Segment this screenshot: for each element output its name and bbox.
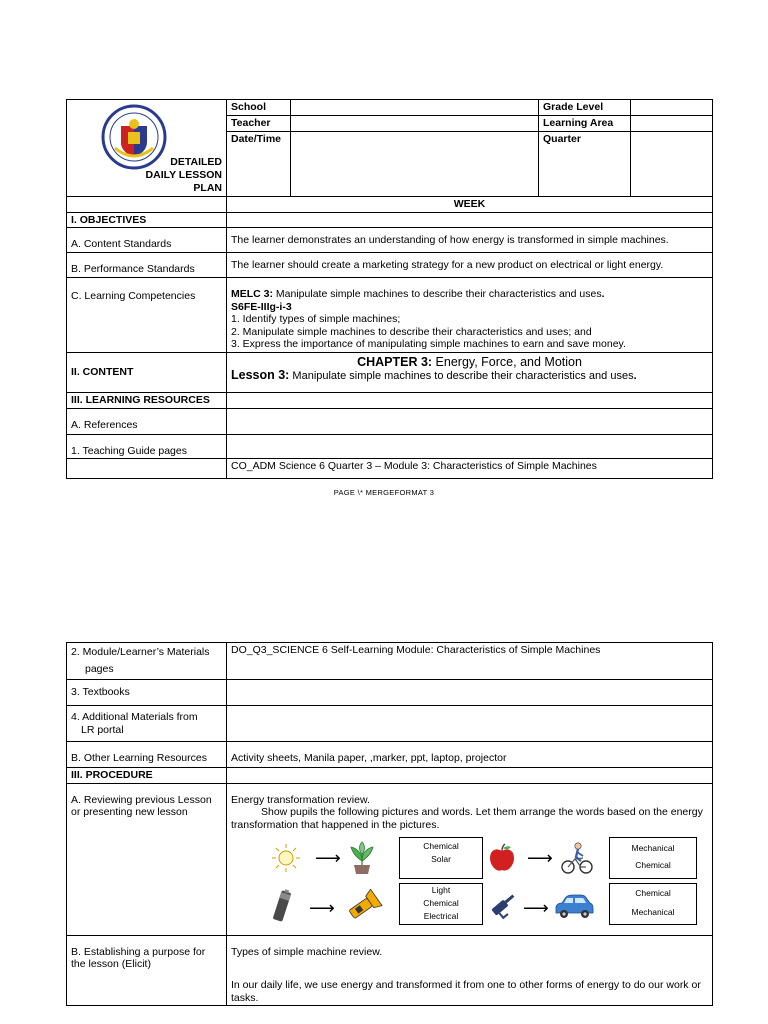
content-cell — [227, 353, 713, 393]
car-icon — [553, 893, 595, 921]
content-label: II. CONTENT — [67, 353, 227, 393]
list-item: 3. Express the importance of manipulating simple machines to earn and save money. — [231, 338, 626, 350]
purpose-label: B. Establishing a purpose for the lesson (Elicit) — [67, 935, 227, 1006]
logo-title-cell — [67, 100, 227, 197]
additional-materials-cell — [67, 706, 227, 742]
chapter-text: Energy, Force, and Motion — [432, 355, 582, 369]
procedure-heading: III. PROCEDURE — [67, 768, 227, 784]
arrow-icon: ⟶ — [315, 848, 341, 868]
learning-area-value — [631, 115, 713, 131]
module-label-1: 2. Module/Learner’s Materials — [71, 646, 210, 658]
lesson-text: Manipulate simple machines to describe their characteristics and uses — [289, 369, 634, 382]
competency-list — [231, 313, 708, 351]
box3-word-3: Electrical — [423, 911, 459, 921]
answer-box-1 — [399, 837, 483, 879]
title-line-1: DETAILED — [170, 156, 222, 168]
references-label: A. References — [67, 408, 227, 434]
school-value — [291, 100, 539, 116]
box2-word-1: Mechanical — [631, 843, 675, 853]
competencies-cell — [227, 278, 713, 353]
purpose-body: In our daily life, we use energy and transformed it from one to other forms of energy to do our work or tasks. — [231, 979, 701, 1004]
flashlight-icon — [343, 889, 385, 923]
performance-standards-label: B. Performance Standards — [67, 253, 227, 278]
resources-heading: III. LEARNING RESOURCES — [67, 393, 227, 409]
lesson-plan-header-table — [66, 99, 713, 479]
purpose-title: Types of simple machine review. — [231, 945, 383, 958]
reviewing-cell — [227, 783, 713, 935]
school-label: School — [227, 100, 291, 116]
sun-icon — [271, 843, 301, 873]
lesson-suffix: . — [633, 369, 637, 382]
answer-box-2 — [609, 837, 697, 879]
melc-line — [231, 288, 708, 301]
lesson-prefix: Lesson 3: — [231, 367, 290, 382]
content-standards-value: The learner demonstrates an understanding of how energy is transformed in simple machines. — [227, 228, 713, 253]
lesson-title — [231, 369, 708, 383]
melc-text: Manipulate simple machines to describe their characteristics and uses — [273, 288, 602, 300]
box3-word-2: Chemical — [423, 898, 459, 908]
learning-area-label: Learning Area — [539, 115, 631, 131]
week-label: WEEK — [227, 197, 713, 213]
teacher-label: Teacher — [227, 115, 291, 131]
box2-word-2: Chemical — [635, 860, 671, 870]
reviewing-body: Show pupils the following pictures and words. Let them arrange the words based on the energy transformation that happened in the pictures. — [231, 806, 703, 831]
arrow-icon: ⟶ — [309, 898, 335, 918]
fuel-nozzle-icon — [487, 889, 519, 921]
quarter-value — [631, 131, 713, 196]
list-item: 1. Identify types of simple machines; — [231, 313, 401, 325]
title-line-3: PLAN — [193, 182, 222, 194]
reviewing-label: A. Reviewing previous Lesson or presenting new lesson — [67, 783, 227, 935]
answer-box-4 — [609, 883, 697, 925]
other-resources-value: Activity sheets, Manila paper, ,marker, ppt, laptop, projector — [227, 742, 713, 768]
melc-suffix: . — [601, 288, 605, 300]
arrow-icon: ⟶ — [527, 848, 553, 868]
answer-box-3 — [399, 883, 483, 925]
grade-level-label: Grade Level — [539, 100, 631, 116]
teaching-guide-value: CO_ADM Science 6 Quarter 3 – Module 3: Characteristics of Simple Machines — [227, 459, 713, 479]
chapter-prefix: CHAPTER 3: — [357, 355, 433, 369]
lesson-plan-procedure-table — [66, 642, 713, 1006]
battery-icon — [271, 889, 293, 923]
teaching-guide-label: 1. Teaching Guide pages — [67, 434, 227, 459]
content-standards-label: A. Content Standards — [67, 228, 227, 253]
chapter-title — [231, 356, 708, 369]
energy-pictures — [231, 837, 708, 925]
box1-word-1: Chemical — [423, 841, 459, 851]
datetime-label: Date/Time — [227, 131, 291, 196]
module-value: DO_Q3_SCIENCE 6 Self-Learning Module: Characteristics of Simple Machines — [227, 643, 713, 680]
objectives-heading: I. OBJECTIVES — [67, 212, 227, 228]
datetime-value — [291, 131, 539, 196]
title-line-2: DAILY LESSON — [145, 169, 222, 181]
cyclist-icon — [561, 841, 593, 875]
textbooks-label: 3. Textbooks — [67, 680, 227, 706]
competency-code: S6FE-IIIg-i-3 — [231, 300, 292, 313]
arrow-icon: ⟶ — [523, 898, 549, 918]
melc-prefix: MELC 3: — [231, 288, 273, 300]
page-footer: PAGE \* MERGEFORMAT 3 — [333, 488, 435, 497]
grade-level-value — [631, 100, 713, 116]
module-label-2: pages — [85, 663, 114, 675]
reviewing-title: Energy transformation review. — [231, 793, 370, 806]
performance-standards-value: The learner should create a marketing strategy for a new product on electrical or light energy. — [227, 253, 713, 278]
additional-label-2: LR portal — [81, 723, 124, 736]
additional-label-1: 4. Additional Materials from — [71, 711, 198, 723]
box4-word-1: Chemical — [635, 888, 671, 898]
apple-icon — [487, 843, 517, 873]
other-resources-label: B. Other Learning Resources — [67, 742, 227, 768]
quarter-label: Quarter — [539, 131, 631, 196]
box4-word-2: Mechanical — [631, 907, 675, 917]
list-item: 2. Manipulate simple machines to describe their characteristics and uses; and — [231, 325, 592, 338]
competencies-label: C. Learning Competencies — [67, 278, 227, 353]
box1-word-2: Solar — [431, 854, 451, 864]
purpose-cell — [227, 935, 713, 1006]
module-label-cell — [67, 643, 227, 680]
plant-icon — [347, 841, 377, 875]
box3-word-1: Light — [431, 885, 451, 895]
teacher-value — [291, 115, 539, 131]
